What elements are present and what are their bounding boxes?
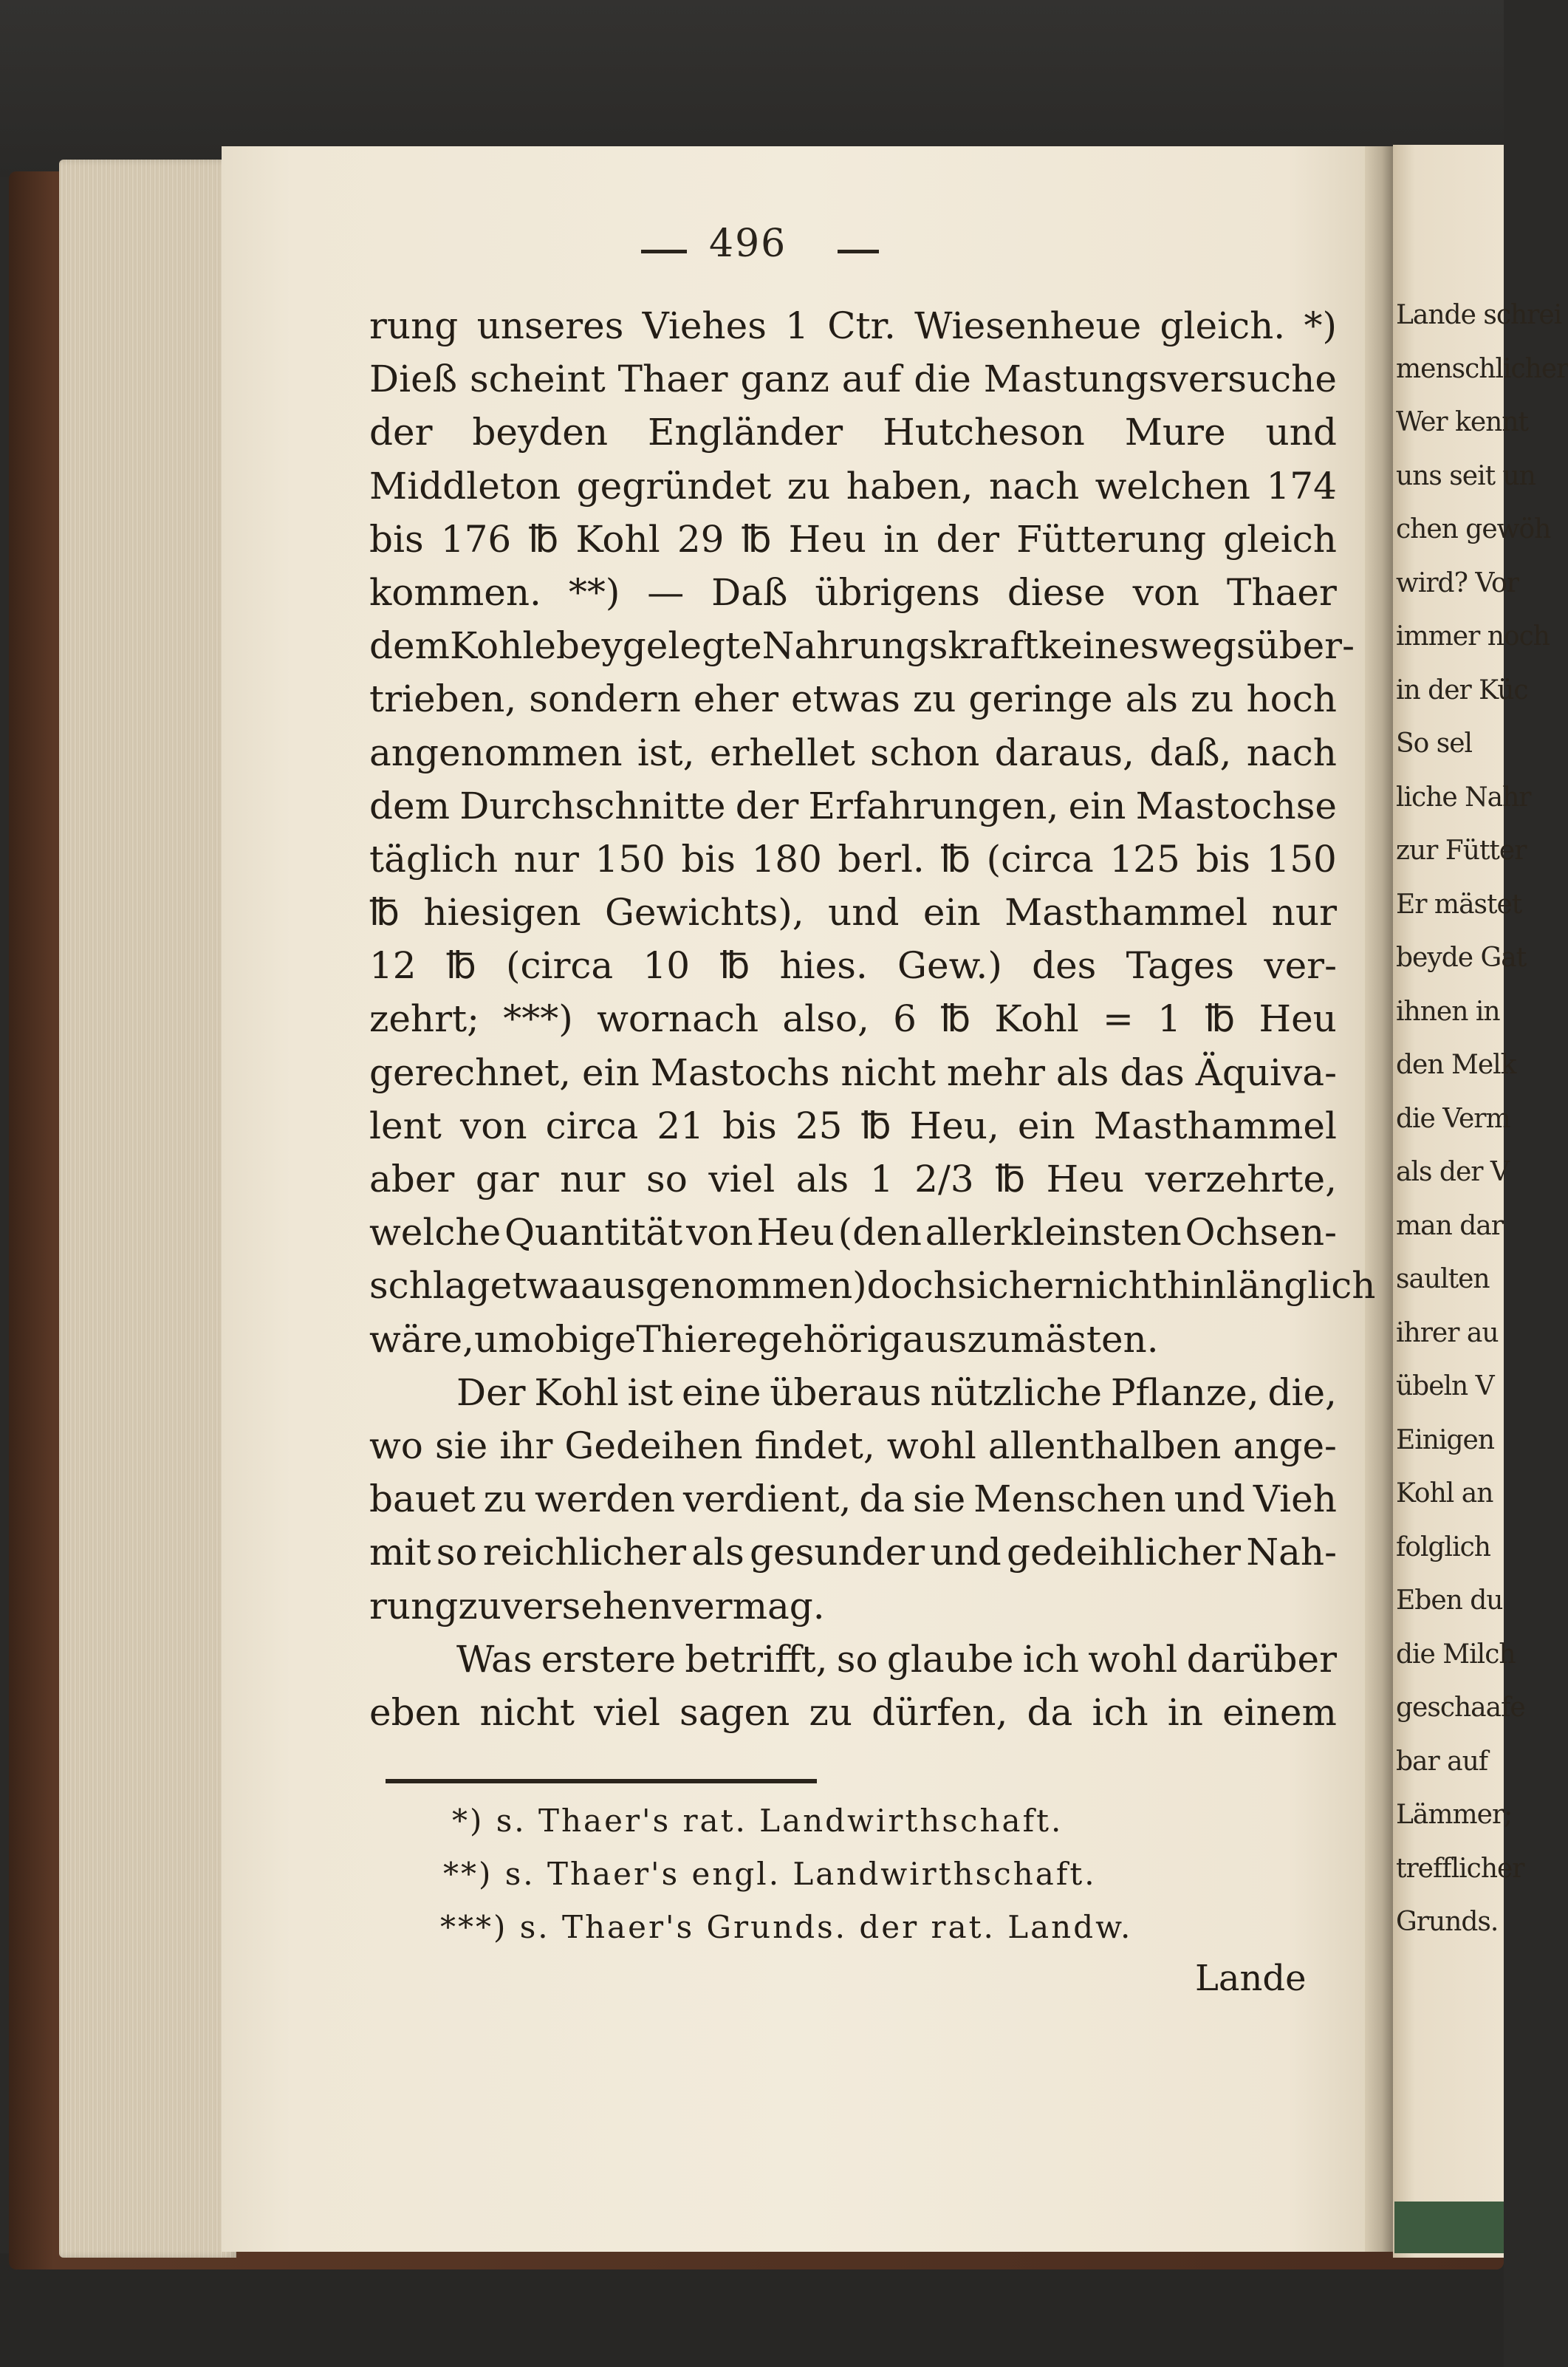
- footnote-1: *) s. Thaer's rat. Landwirthschaft.: [452, 1803, 1064, 1839]
- text-line: ℔ hiesigen Gewichts), und ein Masthammel nur: [369, 891, 1337, 935]
- text-line: lent von circa 21 bis 25 ℔ Heu, ein Masthammel: [369, 1104, 1337, 1147]
- text-line: dem Durchschnitte der Erfahrungen, ein Mastochse: [369, 784, 1337, 827]
- facing-page-line: Wer kennt: [1396, 407, 1528, 437]
- facing-page-line: folglich: [1396, 1531, 1490, 1562]
- body-text: [369, 299, 1376, 1739]
- facing-page-line: zur Fütter: [1396, 836, 1527, 866]
- text-line: bis 176 ℔ Kohl 29 ℔ Heu in der Fütterung gleich: [369, 517, 1337, 561]
- page-edges: [59, 160, 236, 2258]
- text-line: rung zu versehen vermag.: [369, 1584, 825, 1627]
- facing-page-line: Kohl an: [1396, 1478, 1493, 1509]
- facing-page-line: Lande schrei: [1396, 300, 1562, 330]
- text-line: schlag etwa ausgenommen) doch sicher nicht hinlänglich: [369, 1264, 1376, 1308]
- facing-page-line: liche Nahr: [1396, 782, 1531, 813]
- text-line: täglich nur 150 bis 180 berl. ℔ (circa 125 bis 150: [369, 837, 1337, 881]
- text-line: wo sie ihr Gedeihen findet, wohl allenthalben ange-: [369, 1424, 1337, 1467]
- facing-page-line: übeln V: [1396, 1371, 1494, 1401]
- text-line: Der Kohl ist eine überaus nützliche Pflanze, die,: [456, 1370, 1337, 1414]
- text-line: rung unseres Viehes 1 Ctr. Wiesenheue gleich. *): [369, 304, 1337, 347]
- facing-page-line: uns seit un: [1396, 460, 1536, 491]
- facing-page-line: immer noch: [1396, 621, 1550, 652]
- facing-page-line: Grunds.: [1396, 1907, 1499, 1937]
- facing-page: [1393, 145, 1568, 2258]
- text-line: welche Quantität von Heu (den allerkleinsten Ochsen-: [369, 1211, 1337, 1254]
- facing-page-line: menschlicher: [1396, 353, 1568, 384]
- facing-page-binding: [1394, 2202, 1504, 2253]
- page-number-dash-right: [838, 250, 879, 253]
- text-line: Dieß scheint Thaer ganz auf die Mastungsversuche: [369, 358, 1337, 401]
- text-line: dem Kohle beygelegte Nahrungskraft keineswegs über-: [369, 624, 1355, 668]
- facing-page-line: Einigen: [1396, 1424, 1495, 1455]
- facing-page-line: die Milch: [1396, 1639, 1516, 1670]
- text-line: Was erstere betrifft, so glaube ich wohl darüber: [456, 1637, 1337, 1681]
- facing-page-line: als der V: [1396, 1157, 1509, 1187]
- facing-page-line: den Melk: [1396, 1050, 1516, 1080]
- facing-page-line: chen gewöh: [1396, 514, 1551, 544]
- text-line: der beyden Engländer Hutcheson Mure und: [369, 411, 1337, 454]
- facing-page-line: ihrer au: [1396, 1317, 1499, 1348]
- text-line: angenommen ist, erhellet schon daraus, daß, nach: [369, 731, 1337, 774]
- text-line: aber gar nur so viel als 1 2/3 ℔ Heu verzehrte,: [369, 1158, 1337, 1200]
- facing-page-line: trefflicher: [1396, 1853, 1524, 1884]
- background-bottom: [0, 2253, 1504, 2367]
- catchword: Lande: [1195, 1958, 1307, 1999]
- footnote-rule: [386, 1779, 817, 1783]
- facing-page-line: saulten: [1396, 1264, 1490, 1294]
- facing-page-line: Eben du: [1396, 1585, 1503, 1616]
- facing-page-line: man dar: [1396, 1210, 1503, 1241]
- facing-page-line: geschaafe: [1396, 1693, 1525, 1723]
- text-line: gerechnet, ein Mastochs nicht mehr als das Äquiva-: [369, 1051, 1337, 1094]
- facing-page-line: Lämmer;: [1396, 1800, 1513, 1830]
- facing-page-line: beyde Gat: [1396, 943, 1527, 973]
- footnote-2: **) s. Thaer's engl. Landwirthschaft.: [443, 1856, 1097, 1892]
- facing-page-line: Er mästet: [1396, 889, 1522, 920]
- page-number-dash-left: [641, 250, 687, 253]
- text-line: trieben, sondern eher etwas zu geringe als zu hoch: [369, 677, 1337, 721]
- text-line: Middleton gegründet zu haben, nach welchen 174: [369, 464, 1337, 508]
- facing-page-line: So sel: [1396, 728, 1473, 759]
- text-line: zehrt; ***) wornach also, 6 ℔ Kohl = 1 ℔ Heu: [369, 997, 1337, 1041]
- facing-page-line: ihnen in: [1396, 996, 1500, 1027]
- page-gutter: [1365, 146, 1393, 2252]
- text-line: eben nicht viel sagen zu dürfen, da ich in einem: [369, 1690, 1337, 1734]
- text-line: wäre, um obige Thiere gehörig auszumästen.: [369, 1317, 1159, 1361]
- text-line: kommen. **) — Daß übrigens diese von Thaer: [369, 570, 1337, 614]
- text-line: bauet zu werden verdient, da sie Menschen und Vieh: [369, 1478, 1337, 1521]
- facing-page-line: bar auf: [1396, 1746, 1488, 1777]
- page-number: 496: [709, 222, 787, 266]
- facing-page-line: in der Küc: [1396, 674, 1528, 706]
- facing-page-line: die Verm: [1396, 1103, 1510, 1134]
- text-line: mit so reichlicher als gesunder und gedeihlicher Nah-: [369, 1531, 1337, 1574]
- footnote-3: ***) s. Thaer's Grunds. der rat. Landw.: [440, 1909, 1133, 1945]
- text-line: 12 ℔ (circa 10 ℔ hies. Gew.) des Tages ver-: [369, 944, 1337, 988]
- facing-page-line: wird? Vor: [1396, 567, 1519, 598]
